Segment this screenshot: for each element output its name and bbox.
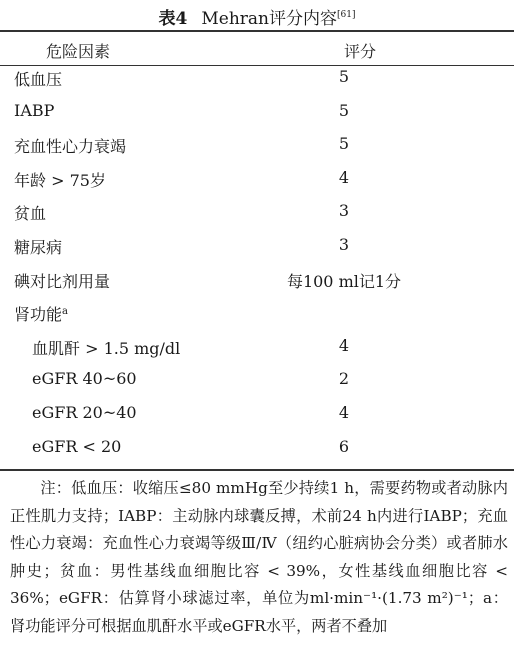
risk-factor [32,369,137,388]
table-row [0,227,514,261]
table-row [0,361,514,395]
bottom-rule [0,469,514,471]
score-value: 5 [338,100,350,120]
risk-factor-text: eGFR < 20 [32,436,122,456]
table-reference: [61] [337,10,356,20]
score-value: 5 [338,134,350,154]
table-row [0,193,514,227]
score-value: 3 [338,234,350,254]
table-row [0,294,514,328]
header-factor: 危险因素 [46,42,111,61]
table-label: 表4 [158,9,188,29]
risk-factor [32,336,180,359]
table-row [0,59,514,93]
risk-factor [32,437,121,456]
risk-factor-text: 血肌酐 > 1.5 mg/dl [32,338,181,358]
risk-factor-text: 贫血 [14,204,47,224]
table-body [0,59,514,462]
table-row [0,261,514,295]
score-value: 6 [338,436,350,456]
table-title-text: Mehran评分内容 [201,9,337,29]
score-value: 5 [338,67,350,86]
risk-factor-text: 糖尿病 [14,237,63,257]
risk-factor [14,302,68,325]
risk-factor-text: 低血压 [14,70,63,89]
table-note: 注：低血压：收缩压≤80 mmHg至少持续1 h，需要药物或者动脉内正性肌力支持；IABP：主动脉内球囊反搏，术前24 h内进行IABP；充血性心力衰竭：充血性心力衰竭等级Ⅲ/Ⅳ（纽约心脏病协会分类）或者肺水肿史；贫血：男性基线血细胞比容 < 39%，女性基线血细胞比容 < 36%；eGFR：估算肾小球滤过率，单位为ml·min⁻¹·(1.73 m²)⁻¹；a：肾功能评分可根据血肌酐水平或eGFR水平，两者不叠加 [10,479,508,635]
score-value: 3 [338,201,350,221]
table-title [0,4,514,30]
risk-factor [14,101,54,120]
footnote-marker: a [62,306,68,318]
table-row [0,93,514,127]
score-value: 4 [338,402,350,422]
risk-factor-text: IABP [14,100,55,120]
risk-factor [14,134,126,157]
table-row [0,160,514,194]
score-value: 4 [338,335,350,355]
risk-factor-text: 充血性心力衰竭 [14,137,127,157]
table-row [0,126,514,160]
table-row [0,429,514,463]
table-row [0,328,514,362]
risk-factor-text: 年龄 > 75岁 [14,170,106,190]
table-row [0,395,514,429]
risk-factor [14,269,110,292]
table-header: 危险因素 评分 [0,32,514,65]
risk-factor [14,235,62,258]
score-value: 4 [338,167,350,187]
risk-factor-text: 肾功能 [14,305,63,325]
risk-factor-text: eGFR 40~60 [32,369,137,389]
risk-factor-text: eGFR 20~40 [32,402,137,422]
risk-factor [14,67,62,90]
score-value: 2 [338,369,350,389]
score-value: 每100 ml记1分 [286,271,402,291]
risk-factor [14,168,106,191]
risk-factor [32,403,137,422]
risk-factor-text: 碘对比剂用量 [14,271,111,291]
risk-factor [14,201,46,224]
